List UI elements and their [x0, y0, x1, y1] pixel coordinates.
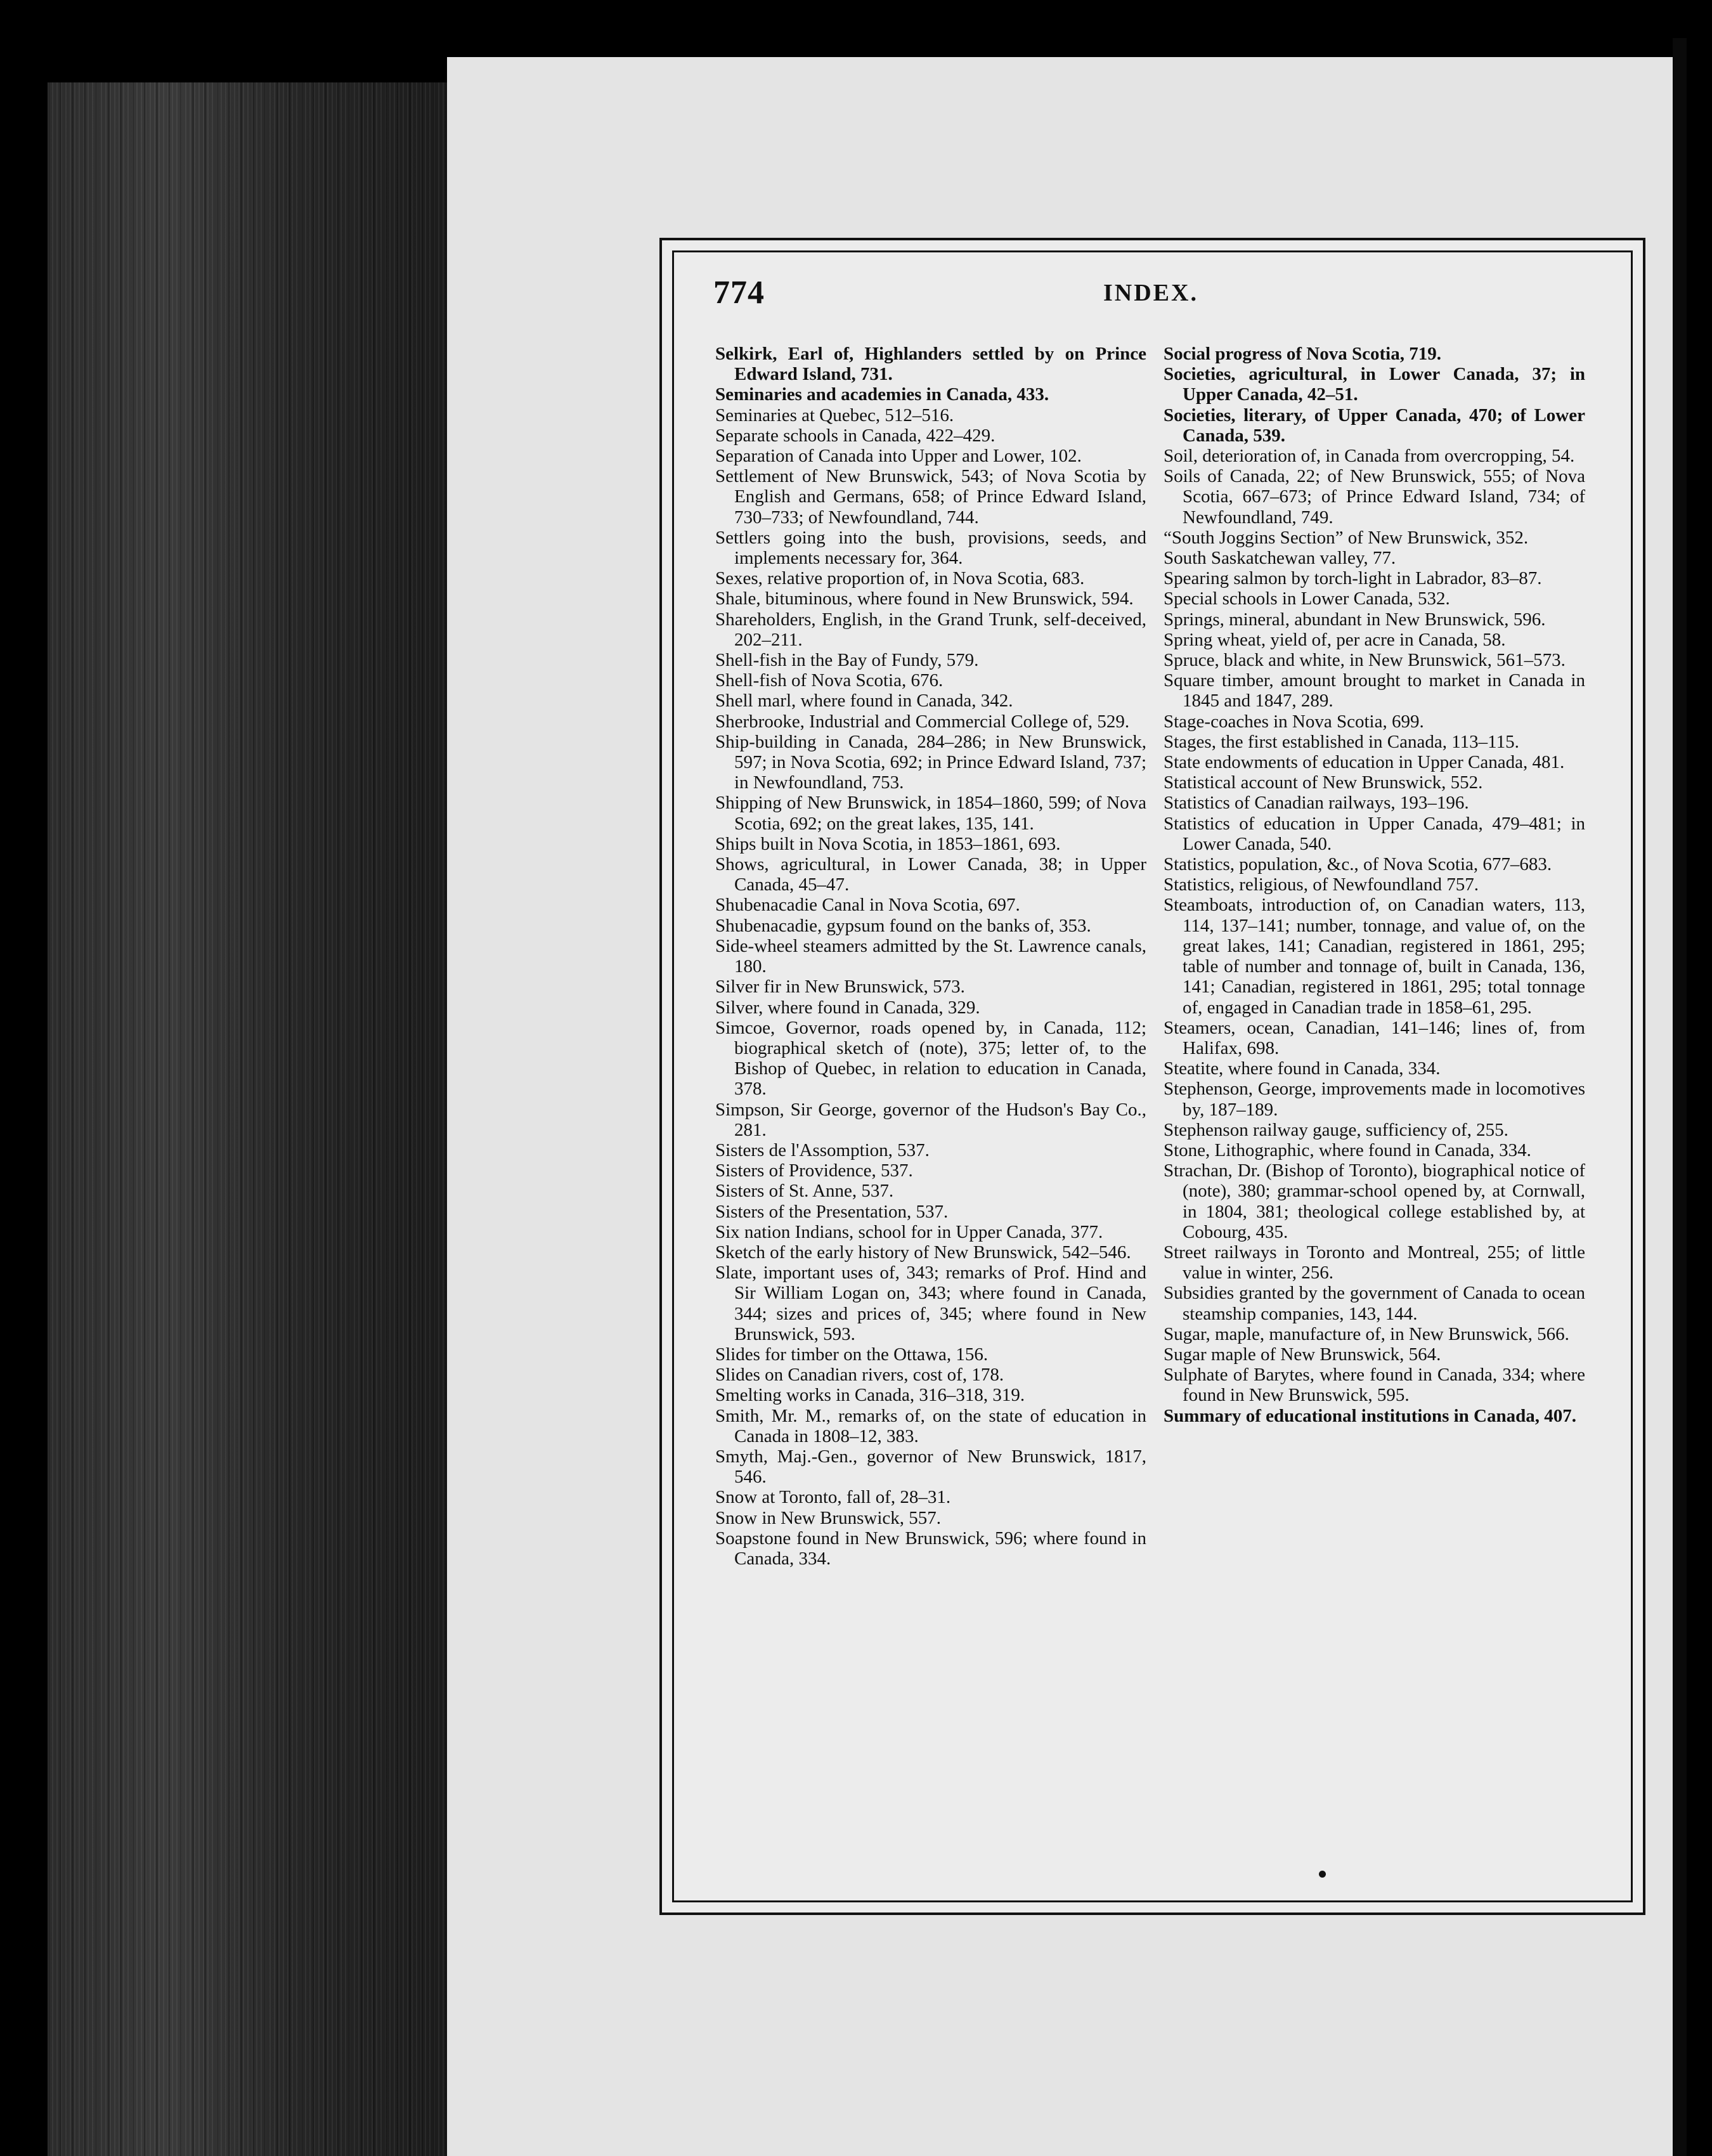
index-entry: Statistics of Canadian railways, 193–196.	[1164, 793, 1469, 814]
index-entry: Seminaries at Quebec, 512–516.	[715, 405, 954, 425]
index-entry: Societies, literary, of Upper Canada, 470; of Lower Canada, 539.	[1164, 405, 1585, 446]
index-entry: Shale, bituminous, where found in New Brunswick, 594.	[715, 588, 1134, 609]
index-entry: Summary of educational institutions in Canada, 407.	[1164, 1405, 1576, 1426]
index-entry: Snow at Toronto, fall of, 28–31.	[715, 1487, 951, 1508]
index-entry: Spring wheat, yield of, per acre in Canada, 58.	[1164, 629, 1506, 650]
index-entry: Street railways in Toronto and Montreal, 255; of little value in winter, 256.	[1164, 1242, 1585, 1283]
index-entry: Shows, agricultural, in Lower Canada, 38; in Upper Canada, 45–47.	[715, 854, 1146, 895]
index-entry: Stephenson railway gauge, sufficiency of, 255.	[1164, 1119, 1508, 1140]
index-entry: Sugar maple of New Brunswick, 564.	[1164, 1344, 1441, 1365]
index-entry: Steamers, ocean, Canadian, 141–146; lines of, from Halifax, 698.	[1164, 1017, 1585, 1058]
index-entry: Statistical account of New Brunswick, 552.	[1164, 772, 1483, 793]
index-entry: South Saskatchewan valley, 77.	[1164, 548, 1396, 569]
index-entry: Strachan, Dr. (Bishop of Toronto), biographical notice of (note), 380; grammar-school opened by, at Cornwall, in 1804, 381; theological college established by, at Cobourg, 435.	[1164, 1160, 1585, 1242]
index-entry: Silver, where found in Canada, 329.	[715, 997, 980, 1018]
index-entry: Shell-fish in the Bay of Fundy, 579.	[715, 650, 979, 671]
index-entry: Spearing salmon by torch-light in Labrador, 83–87.	[1164, 568, 1542, 589]
index-entry: Sisters de l'Assomption, 537.	[715, 1140, 930, 1160]
page-edge	[1673, 38, 1687, 2156]
index-entry: Stages, the first established in Canada, 113–115.	[1164, 731, 1519, 752]
index-entry: Separation of Canada into Upper and Lower, 102.	[715, 446, 1082, 467]
index-entry: Snow in New Brunswick, 557.	[715, 1507, 942, 1528]
index-entry: Societies, agricultural, in Lower Canada, 37; in Upper Canada, 42–51.	[1164, 364, 1585, 405]
index-entry: Stone, Lithographic, where found in Canada, 334.	[1164, 1140, 1531, 1160]
index-entry: Sulphate of Barytes, where found in Canada, 334; where found in New Brunswick, 595.	[1164, 1365, 1585, 1406]
index-entry: Sisters of the Presentation, 537.	[715, 1201, 949, 1222]
index-entry: Social progress of Nova Scotia, 719.	[1164, 344, 1441, 364]
index-entry: Ship-building in Canada, 284–286; in New Brunswick, 597; in Nova Scotia, 692; in Prince Edward Island, 737; in Newfoundland, 753.	[715, 731, 1146, 793]
index-entry: Separate schools in Canada, 422–429.	[715, 425, 995, 446]
index-entry: Six nation Indians, school for in Upper Canada, 377.	[715, 1221, 1103, 1242]
index-entry: Square timber, amount brought to market in Canada in 1845 and 1847, 289.	[1164, 670, 1585, 711]
index-entry: Smyth, Maj.-Gen., governor of New Brunswick, 1817, 546.	[715, 1446, 1146, 1488]
index-entry: Selkirk, Earl of, Highlanders settled by on Prince Edward Island, 731.	[715, 344, 1146, 385]
index-entry: Slate, important uses of, 343; remarks of Prof. Hind and Sir William Logan on, 343; where found in Canada, 344; sizes and prices of, 345; where found in New Brunswick, 593.	[715, 1263, 1146, 1344]
index-entry: Slides on Canadian rivers, cost of, 178.	[715, 1365, 1004, 1386]
index-entry: Statistics, religious, of Newfoundland 757.	[1164, 874, 1479, 895]
index-entry: Stage-coaches in Nova Scotia, 699.	[1164, 711, 1424, 732]
index-entry: Special schools in Lower Canada, 532.	[1164, 588, 1450, 609]
index-entry: Spruce, black and white, in New Brunswick, 561–573.	[1164, 650, 1566, 671]
index-entry: Slides for timber on the Ottawa, 156.	[715, 1344, 989, 1365]
index-entry: Statistics of education in Upper Canada, 479–481; in Lower Canada, 540.	[1164, 813, 1585, 854]
index-entry: Settlers going into the bush, provisions, seeds, and implements necessary for, 364.	[715, 527, 1146, 569]
index-entry: Sugar, maple, manufacture of, in New Brunswick, 566.	[1164, 1323, 1569, 1344]
index-entry: Shipping of New Brunswick, in 1854–1860, 599; of Nova Scotia, 692; on the great lakes, 135, 141.	[715, 793, 1146, 834]
index-entry: Seminaries and academies in Canada, 433.	[715, 384, 1049, 405]
index-entry: Subsidies granted by the government of Canada to ocean steamship companies, 143, 144.	[1164, 1283, 1585, 1324]
index-entry: Smith, Mr. M., remarks of, on the state of education in Canada in 1808–12, 383.	[715, 1405, 1146, 1446]
index-entry: Sketch of the early history of New Brunswick, 542–546.	[715, 1242, 1131, 1263]
index-entry: Steamboats, introduction of, on Canadian waters, 113, 114, 137–141; number, tonnage, and value of, on the great lakes, 141; Canadian, registered in 1861, 295; table of number and tonnage of, built in Canada, 136, 141; Canadian, registered in 1861, 295; total tonnage of, engaged in Canadian trade in 1858–61, 295.	[1164, 895, 1585, 1018]
index-entry: Shell marl, where found in Canada, 342.	[715, 691, 1013, 711]
index-entry: Soapstone found in New Brunswick, 596; where found in Canada, 334.	[715, 1528, 1146, 1569]
index-entry: Simpson, Sir George, governor of the Hudson's Bay Co., 281.	[715, 1099, 1146, 1140]
index-entry: Settlement of New Brunswick, 543; of Nova Scotia by English and Germans, 658; of Prince Edward Island, 730–733; of Newfoundland, 744.	[715, 466, 1146, 528]
running-head: INDEX.	[1103, 280, 1198, 306]
index-entry: Side-wheel steamers admitted by the St. Lawrence canals, 180.	[715, 935, 1146, 977]
index-entry: Statistics, population, &c., of Nova Scotia, 677–683.	[1164, 854, 1552, 875]
index-entry: Sexes, relative proportion of, in Nova Scotia, 683.	[715, 568, 1085, 589]
index-entry: Smelting works in Canada, 316–318, 319.	[715, 1385, 1025, 1406]
index-entry: Soil, deterioration of, in Canada from overcropping, 54.	[1164, 446, 1575, 467]
index-entry: Simcoe, Governor, roads opened by, in Canada, 112; biographical sketch of (note), 375; letter of, to the Bishop of Quebec, in relation to education in Canada, 378.	[715, 1017, 1146, 1100]
index-entry: Shareholders, English, in the Grand Trunk, self-deceived, 202–211.	[715, 609, 1146, 650]
index-column-right	[1164, 344, 1585, 1426]
index-entry: Ships built in Nova Scotia, in 1853–1861, 693.	[715, 833, 1061, 854]
index-entry: Shubenacadie, gypsum found on the banks of, 353.	[715, 915, 1091, 936]
index-entry: “South Joggins Section” of New Brunswick, 352.	[1164, 527, 1529, 548]
printer-dot	[1319, 1871, 1326, 1878]
index-entry: Silver fir in New Brunswick, 573.	[715, 977, 965, 997]
index-entry: Soils of Canada, 22; of New Brunswick, 555; of Nova Scotia, 667–673; of Prince Edward Island, 734; of Newfoundland, 749.	[1164, 466, 1585, 528]
index-entry: Springs, mineral, abundant in New Brunswick, 596.	[1164, 609, 1546, 630]
index-entry: Sherbrooke, Industrial and Commercial College of, 529.	[715, 711, 1130, 732]
index-entry: Sisters of Providence, 537.	[715, 1160, 913, 1181]
index-entry: Steatite, where found in Canada, 334.	[1164, 1058, 1441, 1079]
index-column-left	[715, 344, 1146, 1569]
index-entry: State endowments of education in Upper Canada, 481.	[1164, 752, 1565, 773]
page-number: 774	[713, 275, 765, 311]
index-entry: Shell-fish of Nova Scotia, 676.	[715, 670, 944, 691]
index-entry: Shubenacadie Canal in Nova Scotia, 697.	[715, 895, 1020, 916]
index-entry: Sisters of St. Anne, 537.	[715, 1181, 894, 1202]
book-spine	[48, 82, 450, 2156]
index-entry: Stephenson, George, improvements made in locomotives by, 187–189.	[1164, 1079, 1585, 1120]
